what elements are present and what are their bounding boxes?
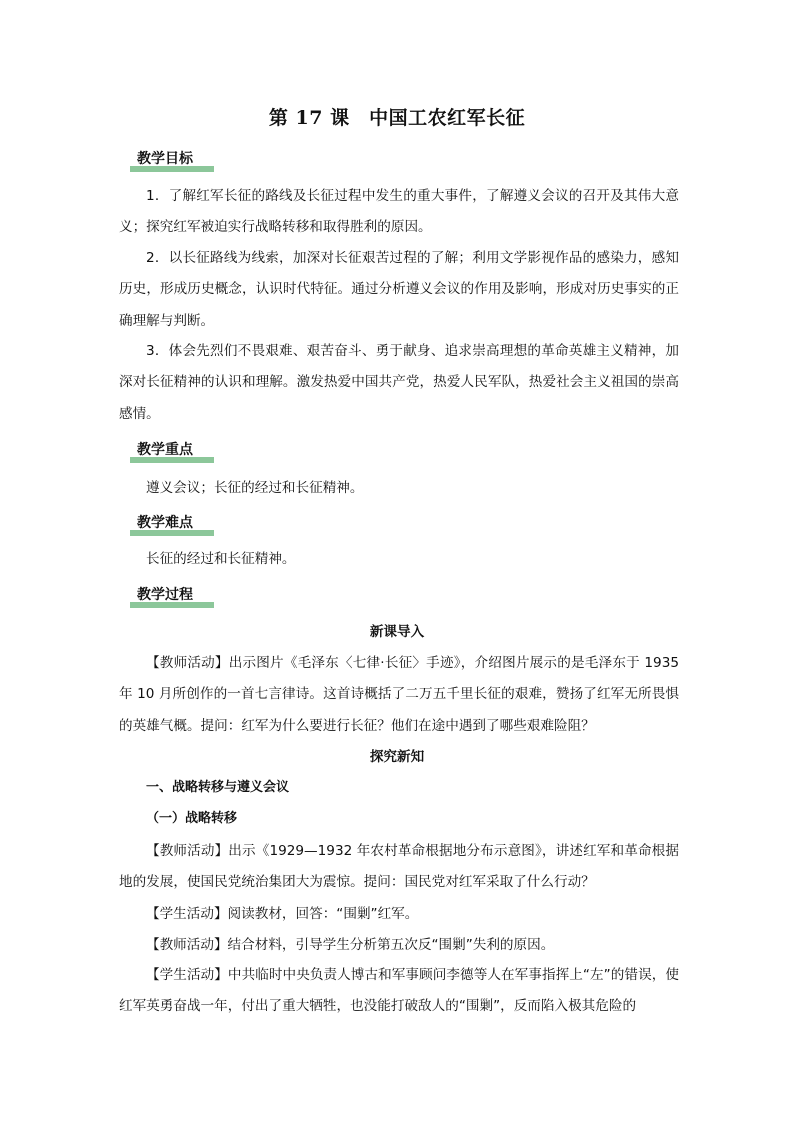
section-heading-label: 教学重点 — [137, 442, 193, 458]
section-heading-key-points — [130, 441, 214, 463]
sub-one-heading: （一）战略转移 — [146, 811, 238, 826]
explore-subheading: 探究新知 — [369, 749, 425, 765]
section-heading-difficulties — [130, 514, 214, 536]
activity-paragraph: 【学生活动】阅读教材，回答：“围剿”红军。 — [146, 906, 419, 922]
objective-item-3: 3．体会先烈们不畏艰难、艰苦奋斗、勇于献身、追求崇高理想的革命英雄主义精神，加深对长征精神的认识和理解。激发热爱中国共产党，热爱人民军队，热爱社会主义祖国的崇高感情。 — [119, 343, 679, 422]
objective-item-1: 1．了解红军长征的路线及长征过程中发生的重大事件，了解遵义会议的召开及其伟大意义；探究红军被迫实行战略转移和取得胜利的原因。 — [119, 188, 679, 236]
section-heading-process — [130, 586, 214, 608]
intro-paragraph: 【教师活动】出示图片《毛泽东〈七律·长征〉手迹》，介绍图片展示的是毛泽东于 1935 年 10 月所创作的一首七言律诗。这首诗概括了二万五千里长征的艰难，赞扬了红军无所畏惧的英雄气概。提问：红军为什么要进行长征？他们在途中遇到了哪些艰难险阻？ — [119, 655, 679, 734]
section-heading-label: 教学目标 — [137, 151, 193, 167]
activity-paragraph: 【教师活动】出示《1929—1932 年农村革命根据地分布示意图》，讲述红军和革命根据地的发展，使国民党统治集团大为震惊。提问：国民党对红军采取了什么行动？ — [119, 843, 679, 891]
difficulties-text: 长征的经过和长征精神。 — [146, 551, 296, 567]
key-points-text: 遵义会议；长征的经过和长征精神。 — [146, 480, 364, 496]
part-one-heading: 一、战略转移与遵义会议 — [146, 780, 290, 795]
objective-item-2: 2．以长征路线为线索，加深对长征艰苦过程的了解；利用文学影视作品的感染力，感知历史，形成历史概念，认识时代特征。通过分析遵义会议的作用及影响，形成对历史事实的正确理解与判断。 — [119, 250, 679, 329]
section-heading-label: 教学过程 — [137, 587, 193, 603]
activity-paragraph: 【教师活动】结合材料，引导学生分析第五次反“围剿”失利的原因。 — [146, 937, 555, 953]
section-heading-label: 教学难点 — [137, 515, 193, 531]
lesson-title: 第 17 课 中国工农红军长征 — [268, 107, 526, 129]
activity-paragraph: 【学生活动】中共临时中央负责人博古和军事顾问李德等人在军事指挥上“左”的错误，使红军英勇奋战一年，付出了重大牺牲，也没能打破敌人的“围剿”，反而陷入极其危险的 — [119, 967, 679, 1015]
intro-subheading: 新课导入 — [369, 624, 425, 640]
section-heading-objectives — [130, 150, 214, 172]
